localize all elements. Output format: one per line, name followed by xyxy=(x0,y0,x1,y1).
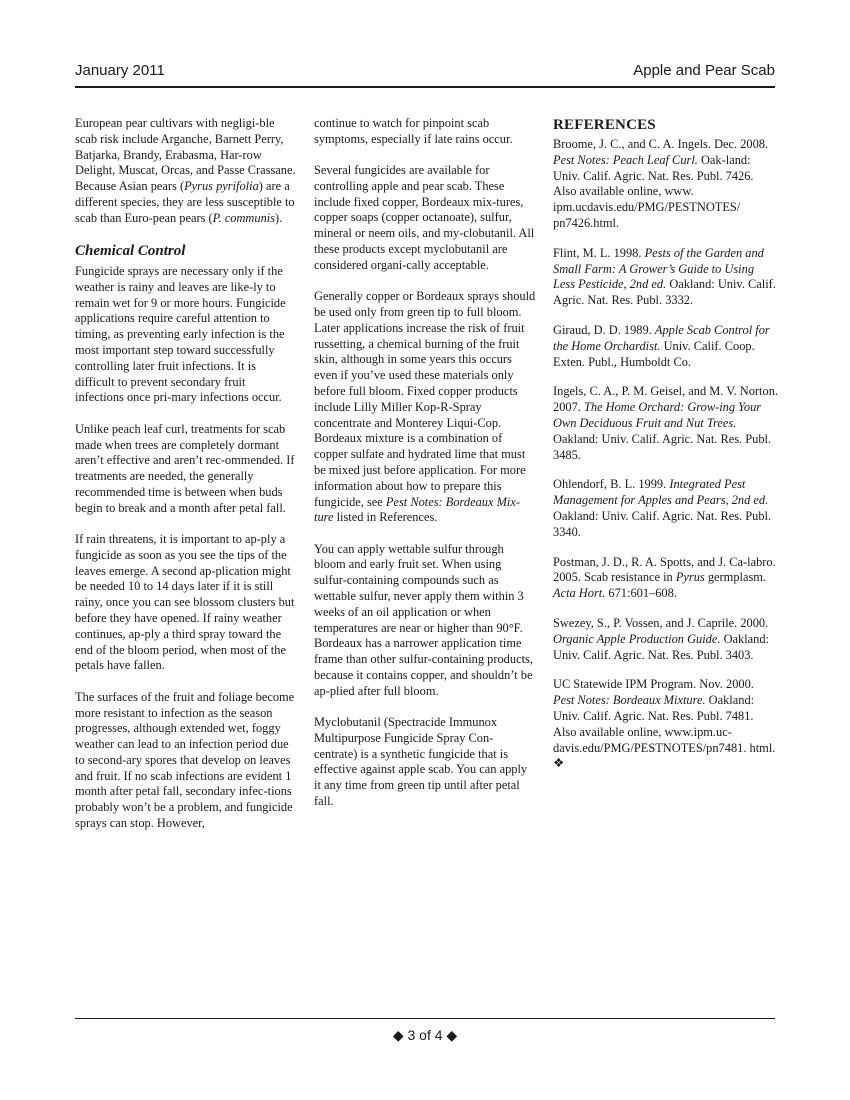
reference-entry: Ingels, C. A., P. M. Geisel, and M. V. Norton. 2007. The Home Orchard: Grow-ing Your Own Deciduous Fruit and Nut Trees. Oakland: Univ. Calif. Agric. Nat. Res. Publ. 3485. xyxy=(553,384,778,462)
italic-run: Pyrus xyxy=(675,570,705,585)
body-paragraph: Unlike peach leaf curl, treatments for scab made when trees are completely dormant aren’t effective and aren’t rec-ommended. If treatments are needed, the generally recommended time is between when buds begin to break and a month after petal fall. xyxy=(75,421,295,515)
body-paragraph: Several fungicides are available for controlling apple and pear scab. These include fixed copper, Bordeaux mix-tures, copper soaps (copper octanoate), sulfur, mineral or neem oils, and my-clobutanil. All these products except myclobutanil are considered organi-cally acceptable. xyxy=(314,163,535,272)
italic-run: P. communis xyxy=(212,210,276,225)
body-paragraph: Myclobutanil (Spectracide Immunox Multipurpose Fungicide Spray Con-centrate) is a synthetic fungicide that is effective against apple scab. You can apply it any time from green tip until after petal fall. xyxy=(314,715,528,809)
reference-entry: Swezey, S., P. Vossen, and J. Caprile. 2000. Organic Apple Production Guide. Oakland: Univ. Calif. Agric. Nat. Res. Publ. 3403. xyxy=(553,615,770,662)
pear-cultivars-paragraph: European pear cultivars with negligi-ble scab risk include Arganche, Barnett Perry, Batjarka, Brandy, Erabasma, Har-row Delight, Muscat, Orcas, and Passe Crassane. Because Asian pears (Pyrus pyrifolia) are a different species, they are less susceptible to scab than Euro-pean pears (P. communis). xyxy=(75,116,296,225)
italic-run: Integrated Pest Management for Apples and Pears, 2nd ed. xyxy=(553,477,769,508)
italic-run: Pest Notes: Bordeaux Mix-ture xyxy=(314,494,520,525)
italic-run: The Home Orchard: Grow-ing Your Own Deciduous Fruit and Nut Trees. xyxy=(553,400,762,430)
reference-entry: Postman, J. D., R. A. Spotts, and J. Ca-labro. 2005. Scab resistance in Pyrus germplasm. Acta Hort. 671:601–608. xyxy=(553,554,776,601)
italic-run: Apple Scab Control for the Home Orchardist. xyxy=(553,322,770,353)
italic-run: Pests of the Garden and Small Farm: A Grower’s Guide to Using Less Pesticide, 2nd ed. xyxy=(553,245,764,292)
chemical-control-heading: Chemical Control xyxy=(75,243,186,260)
column-1 xyxy=(75,116,297,832)
body-paragraph: Fungicide sprays are necessary only if the weather is rainy and leaves are like-ly to remain wet for 9 or more hours. Fungicide applications require careful attention to timing, as preventing early infection is the most important step toward successfully controlling later fruit infections. It is difficult to prevent secondary fruit infections once pri-mary infections occur. xyxy=(75,264,286,405)
header-title: Apple and Pear Scab xyxy=(633,62,775,79)
italic-run: Acta Hort. xyxy=(553,586,606,601)
reference-entry: Giraud, D. D. 1989. Apple Scab Control for the Home Orchardist. Univ. Calif. Coop. Exten. Publ., Humboldt Co. xyxy=(553,322,770,369)
column-2 xyxy=(314,116,536,810)
references-heading: REFERENCES xyxy=(553,117,656,133)
references-column xyxy=(553,116,778,772)
italic-run: Organic Apple Production Guide. xyxy=(553,631,721,646)
footer-rule xyxy=(75,1018,775,1019)
page-header xyxy=(75,60,775,82)
header-rule xyxy=(75,86,775,88)
header-date: January 2011 xyxy=(75,62,165,79)
italic-run: Pyrus pyrifolia xyxy=(184,179,259,194)
reference-entry: UC Statewide IPM Program. Nov. 2000. Pest Notes: Bordeaux Mixture. Oakland: Univ. Calif. Agric. Nat. Res. Publ. 7481. Also available online, www.ipm.uc-davis.edu/PMG/PESTNOTES/pn7481. html. ❖ xyxy=(553,677,776,771)
body-paragraph: The surfaces of the fruit and foliage become more resistant to infection as the season progresses, although extended wet, foggy weather can lead to an infection period due to second-ary spores that develop on leaves and fruit. If no scab infections are evident 1 month after petal fall, secondary infec-tions probably won’t be a problem, and fungicide sprays can stop. However, xyxy=(75,689,295,831)
body-paragraph: You can apply wettable sulfur through bloom and early fruit set. When using sulfur-containing compounds such as wettable sulfur, never apply them within 3 weeks of an oil application or when temperatures are near or higher than 90°F. Bordeaux has a narrower application time frame than other sulfur-containing products, because it contains copper, and shouldn’t be ap-plied after full bloom. xyxy=(314,541,533,698)
reference-entry: Broome, J. C., and C. A. Ingels. Dec. 2008. Pest Notes: Peach Leaf Curl. Oak-land: Univ. Calif. Agric. Nat. Res. Publ. 7426. Also available online, www. ipm.ucdavis.edu/PMG/PESTNOTES/ pn7426.html. xyxy=(553,137,769,230)
italic-run: Pest Notes: Bordeaux Mixture. xyxy=(553,693,706,708)
reference-entry: Ohlendorf, B. L. 1999. Integrated Pest Management for Apples and Pears, 2nd ed. Oakland: Univ. Calif. Agric. Nat. Res. Publ. 3340. xyxy=(553,477,772,539)
page-number: ◆ 3 of 4 ◆ xyxy=(392,1027,458,1043)
body-paragraph: continue to watch for pinpoint scab symptoms, especially if late rains occur. xyxy=(314,116,513,146)
body-paragraph: If rain threatens, it is important to ap-ply a fungicide as soon as you see the tips of the leaves emerge. A second ap-plication might be needed 10 to 14 days later if it is still rainy, once you can see blossom clusters but before they have opened. If rainy weather continues, ap-ply a third spray toward the end of the bloom period, when most of the petals have fallen. xyxy=(75,532,295,673)
italic-run: Pest Notes: Peach Leaf Curl. xyxy=(553,152,698,167)
body-paragraph: Generally copper or Bordeaux sprays should be used only from green tip to full bloom. Later applications increase the risk of fruit russetting, a chemical burning of the fruit skin, although in some years this occurs even if you’ve used these materials only before full bloom. Fixed copper products include Lilly Miller Kop-R-Spray concentrate and Monterey Liqui-Cop. Bordeaux mixture is a combination of copper sulfate and hydrated lime that must be mixed just before application. For more information about how to prepare this fungicide, see Pest Notes: Bordeaux Mix-ture listed in References. xyxy=(314,289,536,525)
reference-entry: Flint, M. L. 1998. Pests of the Garden and Small Farm: A Grower’s Guide to Using Less Pesticide, 2nd ed. Oakland: Univ. Calif. Agric. Nat. Res. Publ. 3332. xyxy=(553,245,776,308)
